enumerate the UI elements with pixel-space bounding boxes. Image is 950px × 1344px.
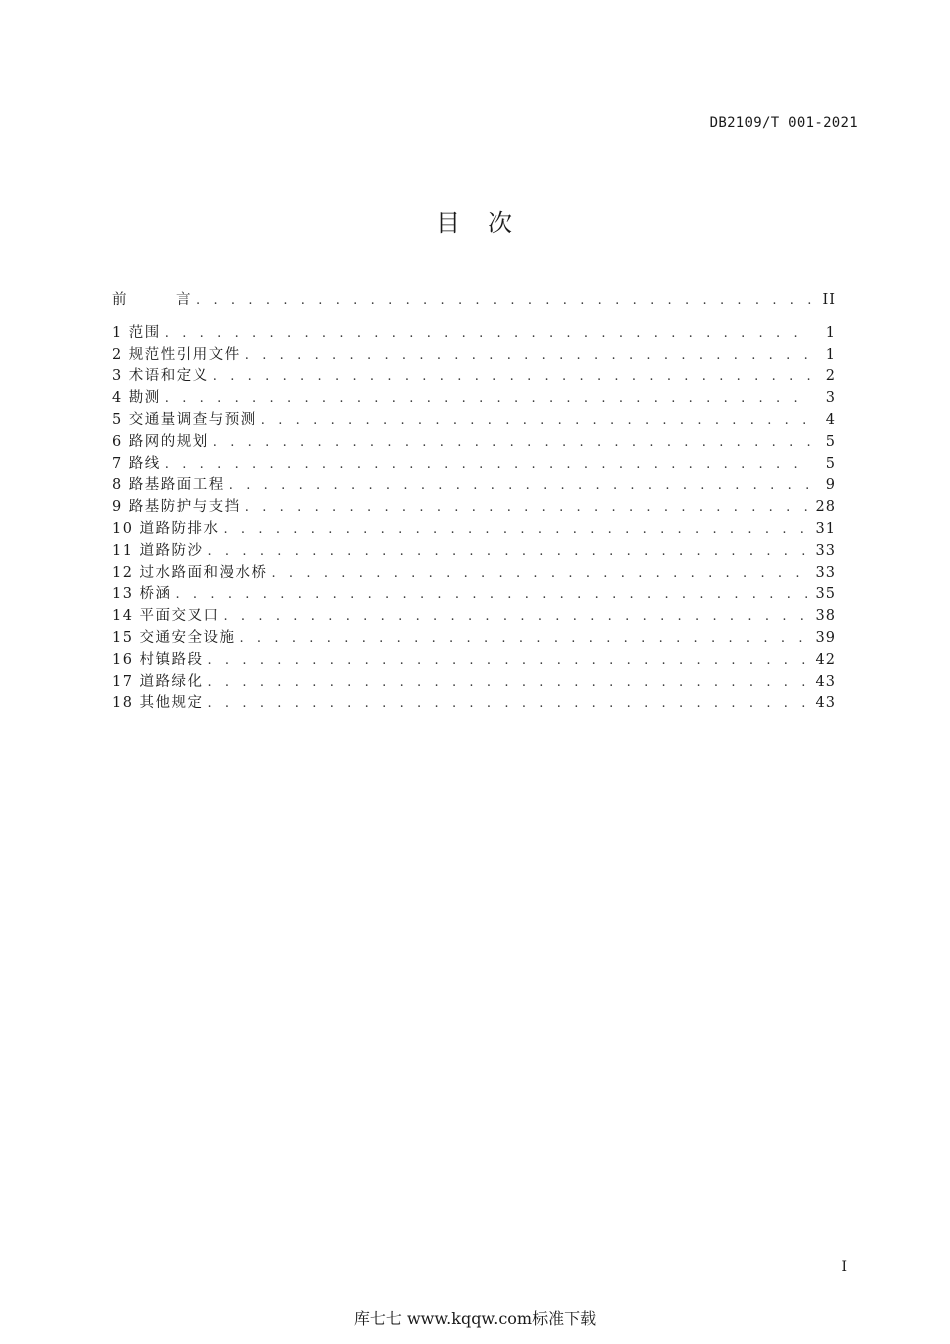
toc-entry-label: 2 规范性引用文件 bbox=[112, 346, 241, 363]
toc-entry-6[interactable] bbox=[112, 432, 836, 454]
toc-entry-label: 11 道路防沙 bbox=[112, 542, 204, 559]
toc-leader-dots bbox=[207, 650, 809, 672]
toc-entry-label: 10 道路防排水 bbox=[112, 520, 220, 537]
toc-entry-page: 33 bbox=[815, 564, 836, 581]
toc-entry-7[interactable] bbox=[112, 454, 836, 476]
toc-leader-dots bbox=[245, 345, 812, 367]
toc-entry-label: 3 术语和定义 bbox=[112, 368, 209, 385]
toc-entry-page: 43 bbox=[815, 695, 836, 712]
toc-entry-page: 39 bbox=[815, 629, 836, 646]
toc-entry-label: 9 路基防护与支挡 bbox=[112, 499, 241, 516]
toc-leader-dots bbox=[271, 563, 809, 585]
toc-entry-label: 5 交通量调查与预测 bbox=[112, 411, 257, 428]
toc-entry-14[interactable] bbox=[112, 606, 836, 628]
footer-watermark: 库七七 www.kqqw.com标准下载 bbox=[353, 1309, 597, 1328]
toc-entry-label: 12 过水路面和漫水桥 bbox=[112, 564, 268, 581]
toc-entry-label: 4 勘测 bbox=[112, 390, 161, 407]
toc-entry-page: 5 bbox=[825, 455, 836, 472]
toc-leader-dots bbox=[223, 519, 809, 541]
table-of-contents bbox=[112, 290, 836, 715]
toc-entry-label: 17 道路绿化 bbox=[112, 673, 204, 690]
toc-leader-dots bbox=[207, 541, 809, 563]
page-title-part1: 目 bbox=[436, 209, 462, 237]
toc-entry-8[interactable] bbox=[112, 475, 836, 497]
toc-entry-2[interactable] bbox=[112, 345, 836, 367]
toc-entry-page: 3 bbox=[825, 390, 836, 407]
toc-entry-page: 42 bbox=[815, 651, 836, 668]
toc-leader-dots bbox=[207, 672, 809, 694]
toc-entry-15[interactable] bbox=[112, 628, 836, 650]
toc-entry-13[interactable] bbox=[112, 584, 836, 606]
toc-entry-label: 7 路线 bbox=[112, 455, 161, 472]
toc-entry-12[interactable] bbox=[112, 563, 836, 585]
toc-leader-dots bbox=[223, 606, 809, 628]
toc-entry-label: 13 桥涵 bbox=[112, 586, 172, 603]
toc-entry-page: 9 bbox=[825, 477, 836, 494]
toc-entry-4[interactable] bbox=[112, 388, 836, 410]
toc-entry-page: 28 bbox=[815, 499, 836, 516]
toc-entry-10[interactable] bbox=[112, 519, 836, 541]
toc-entry-page: 4 bbox=[825, 411, 836, 428]
toc-leader-dots bbox=[175, 584, 809, 606]
toc-entry-label: 16 村镇路段 bbox=[112, 651, 204, 668]
toc-leader-dots bbox=[261, 410, 812, 432]
toc-leader-dots bbox=[245, 497, 810, 519]
toc-entry-label: 14 平面交叉口 bbox=[112, 608, 220, 625]
toc-leader-dots bbox=[229, 475, 812, 497]
toc-entry-page: 1 bbox=[825, 324, 836, 341]
toc-leader-dots bbox=[213, 432, 812, 454]
toc-entry-label: 18 其他规定 bbox=[112, 695, 204, 712]
toc-entry-page: 33 bbox=[815, 542, 836, 559]
toc-leader-dots bbox=[165, 454, 812, 476]
toc-entry-label: 1 范围 bbox=[112, 324, 161, 341]
toc-entry-page: 2 bbox=[825, 368, 836, 385]
toc-entry-page: 38 bbox=[815, 608, 836, 625]
page-title-part2: 次 bbox=[488, 209, 514, 237]
toc-entry-page: II bbox=[822, 292, 836, 308]
toc-entry-label: 15 交通安全设施 bbox=[112, 629, 236, 646]
toc-leader-dots bbox=[213, 366, 812, 388]
toc-leader-dots bbox=[165, 323, 812, 345]
toc-leader-dots bbox=[165, 388, 812, 410]
toc-entry-label: 6 路网的规划 bbox=[112, 433, 209, 450]
toc-entry-page: 35 bbox=[815, 586, 836, 603]
document-code: DB2109/T 001-2021 bbox=[709, 115, 858, 131]
toc-leader-dots bbox=[239, 628, 809, 650]
toc-entry-11[interactable] bbox=[112, 541, 836, 563]
page-number: I bbox=[841, 1259, 847, 1275]
toc-entry-page: 31 bbox=[815, 520, 836, 537]
toc-leader-dots bbox=[207, 693, 809, 715]
toc-entry-label: 前 言 bbox=[112, 292, 192, 308]
toc-entry-page: 5 bbox=[825, 433, 836, 450]
page-title bbox=[0, 203, 950, 238]
toc-entry-preface[interactable] bbox=[112, 290, 836, 312]
toc-entry-page: 1 bbox=[825, 346, 836, 363]
toc-entry-17[interactable] bbox=[112, 672, 836, 694]
toc-entry-9[interactable] bbox=[112, 497, 836, 519]
toc-entry-1[interactable] bbox=[112, 323, 836, 345]
toc-leader-dots bbox=[196, 290, 812, 312]
toc-entry-3[interactable] bbox=[112, 366, 836, 388]
toc-entry-18[interactable] bbox=[112, 693, 836, 715]
toc-entry-16[interactable] bbox=[112, 650, 836, 672]
toc-entry-5[interactable] bbox=[112, 410, 836, 432]
toc-entry-page: 43 bbox=[815, 673, 836, 690]
toc-entry-label: 8 路基路面工程 bbox=[112, 477, 225, 494]
